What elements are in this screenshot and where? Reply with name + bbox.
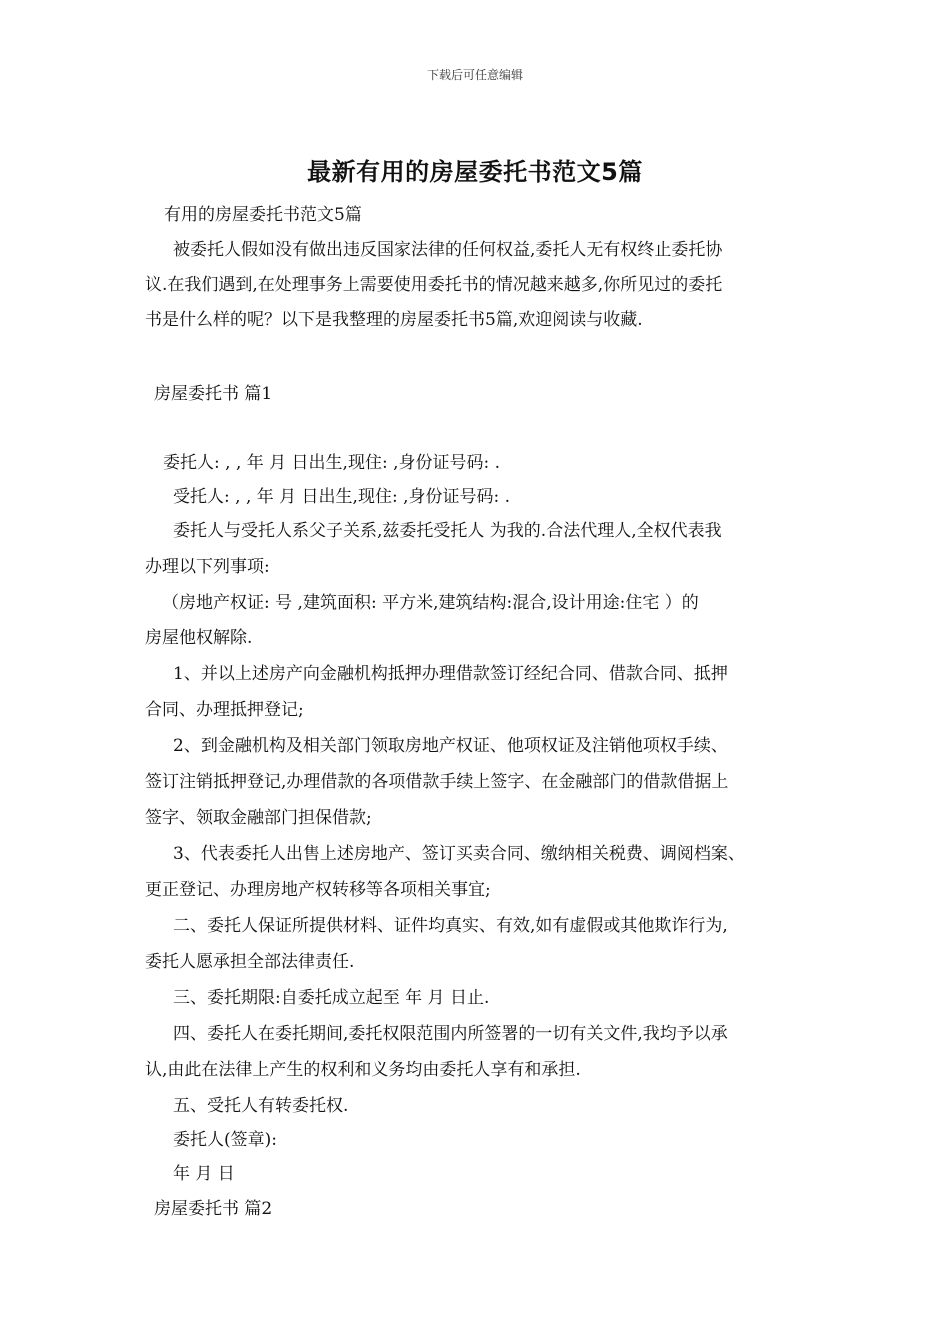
paragraph-line: 受托人: , , 年 月 日出生,现住: ,身份证号码: . [173, 487, 511, 507]
signature-date: 年 月 日 [173, 1164, 235, 1184]
paragraph-line: 四、委托人在委托期间,委托权限范围内所签署的一切有关文件,我均予以承 [173, 1024, 728, 1044]
paragraph-line: 3、代表委托人出售上述房地产、签订买卖合同、缴纳相关税费、调阅档案、 [173, 844, 745, 864]
paragraph-line: 五、受托人有转委托权. [173, 1096, 349, 1116]
paragraph-line: 书是什么样的呢？以下是我整理的房屋委托书5篇,欢迎阅读与收藏. [145, 310, 643, 330]
paragraph-line: 2、到金融机构及相关部门领取房地产权证、他项权证及注销他项权手续、 [173, 736, 728, 756]
paragraph-line: （房地产权证: 号 ,建筑面积: 平方米,建筑结构:混合,设计用途:住宅 ）的 [162, 593, 699, 613]
paragraph-line: 三、委托期限:自委托成立起至 年 月 日止. [173, 988, 490, 1008]
paragraph-line: 议.在我们遇到,在处理事务上需要使用委托书的情况越来越多,你所见过的委托 [145, 275, 723, 295]
document-title: 最新有用的房屋委托书范文5篇 [307, 158, 643, 186]
paragraph-line: 被委托人假如没有做出违反国家法律的任何权益,委托人无有权终止委托协 [173, 240, 723, 260]
section-heading: 房屋委托书 篇2 [154, 1199, 273, 1219]
paragraph-line: 委托人愿承担全部法律责任. [145, 952, 355, 972]
section-heading: 房屋委托书 篇1 [154, 384, 273, 404]
intro-subtitle: 有用的房屋委托书范文5篇 [164, 205, 362, 225]
header-note: 下载后可任意编辑 [426, 68, 523, 82]
paragraph-line: 委托人与受托人系父子关系,兹委托受托人 为我的.合法代理人,全权代表我 [173, 521, 722, 541]
paragraph-line: 办理以下列事项: [145, 557, 270, 577]
paragraph-line: 房屋他权解除. [145, 628, 253, 648]
paragraph-line: 认,由此在法律上产生的权利和义务均由委托人享有和承担. [145, 1060, 581, 1080]
paragraph-line: 合同、办理抵押登记; [145, 700, 304, 720]
paragraph-line: 二、委托人保证所提供材料、证件均真实、有效,如有虚假或其他欺诈行为, [173, 916, 728, 936]
paragraph-line: 1、并以上述房产向金融机构抵押办理借款签订经纪合同、借款合同、抵押 [173, 664, 728, 684]
paragraph-line: 委托人: , , 年 月 日出生,现住: ,身份证号码: . [163, 453, 501, 473]
paragraph-line: 更正登记、办理房地产权转移等各项相关事宜; [145, 880, 491, 900]
paragraph-line: 签订注销抵押登记,办理借款的各项借款手续上签字、在金融部门的借款借据上 [145, 772, 729, 792]
signature-label: 委托人(签章): [173, 1130, 277, 1150]
paragraph-line: 签字、领取金融部门担保借款; [145, 808, 372, 828]
